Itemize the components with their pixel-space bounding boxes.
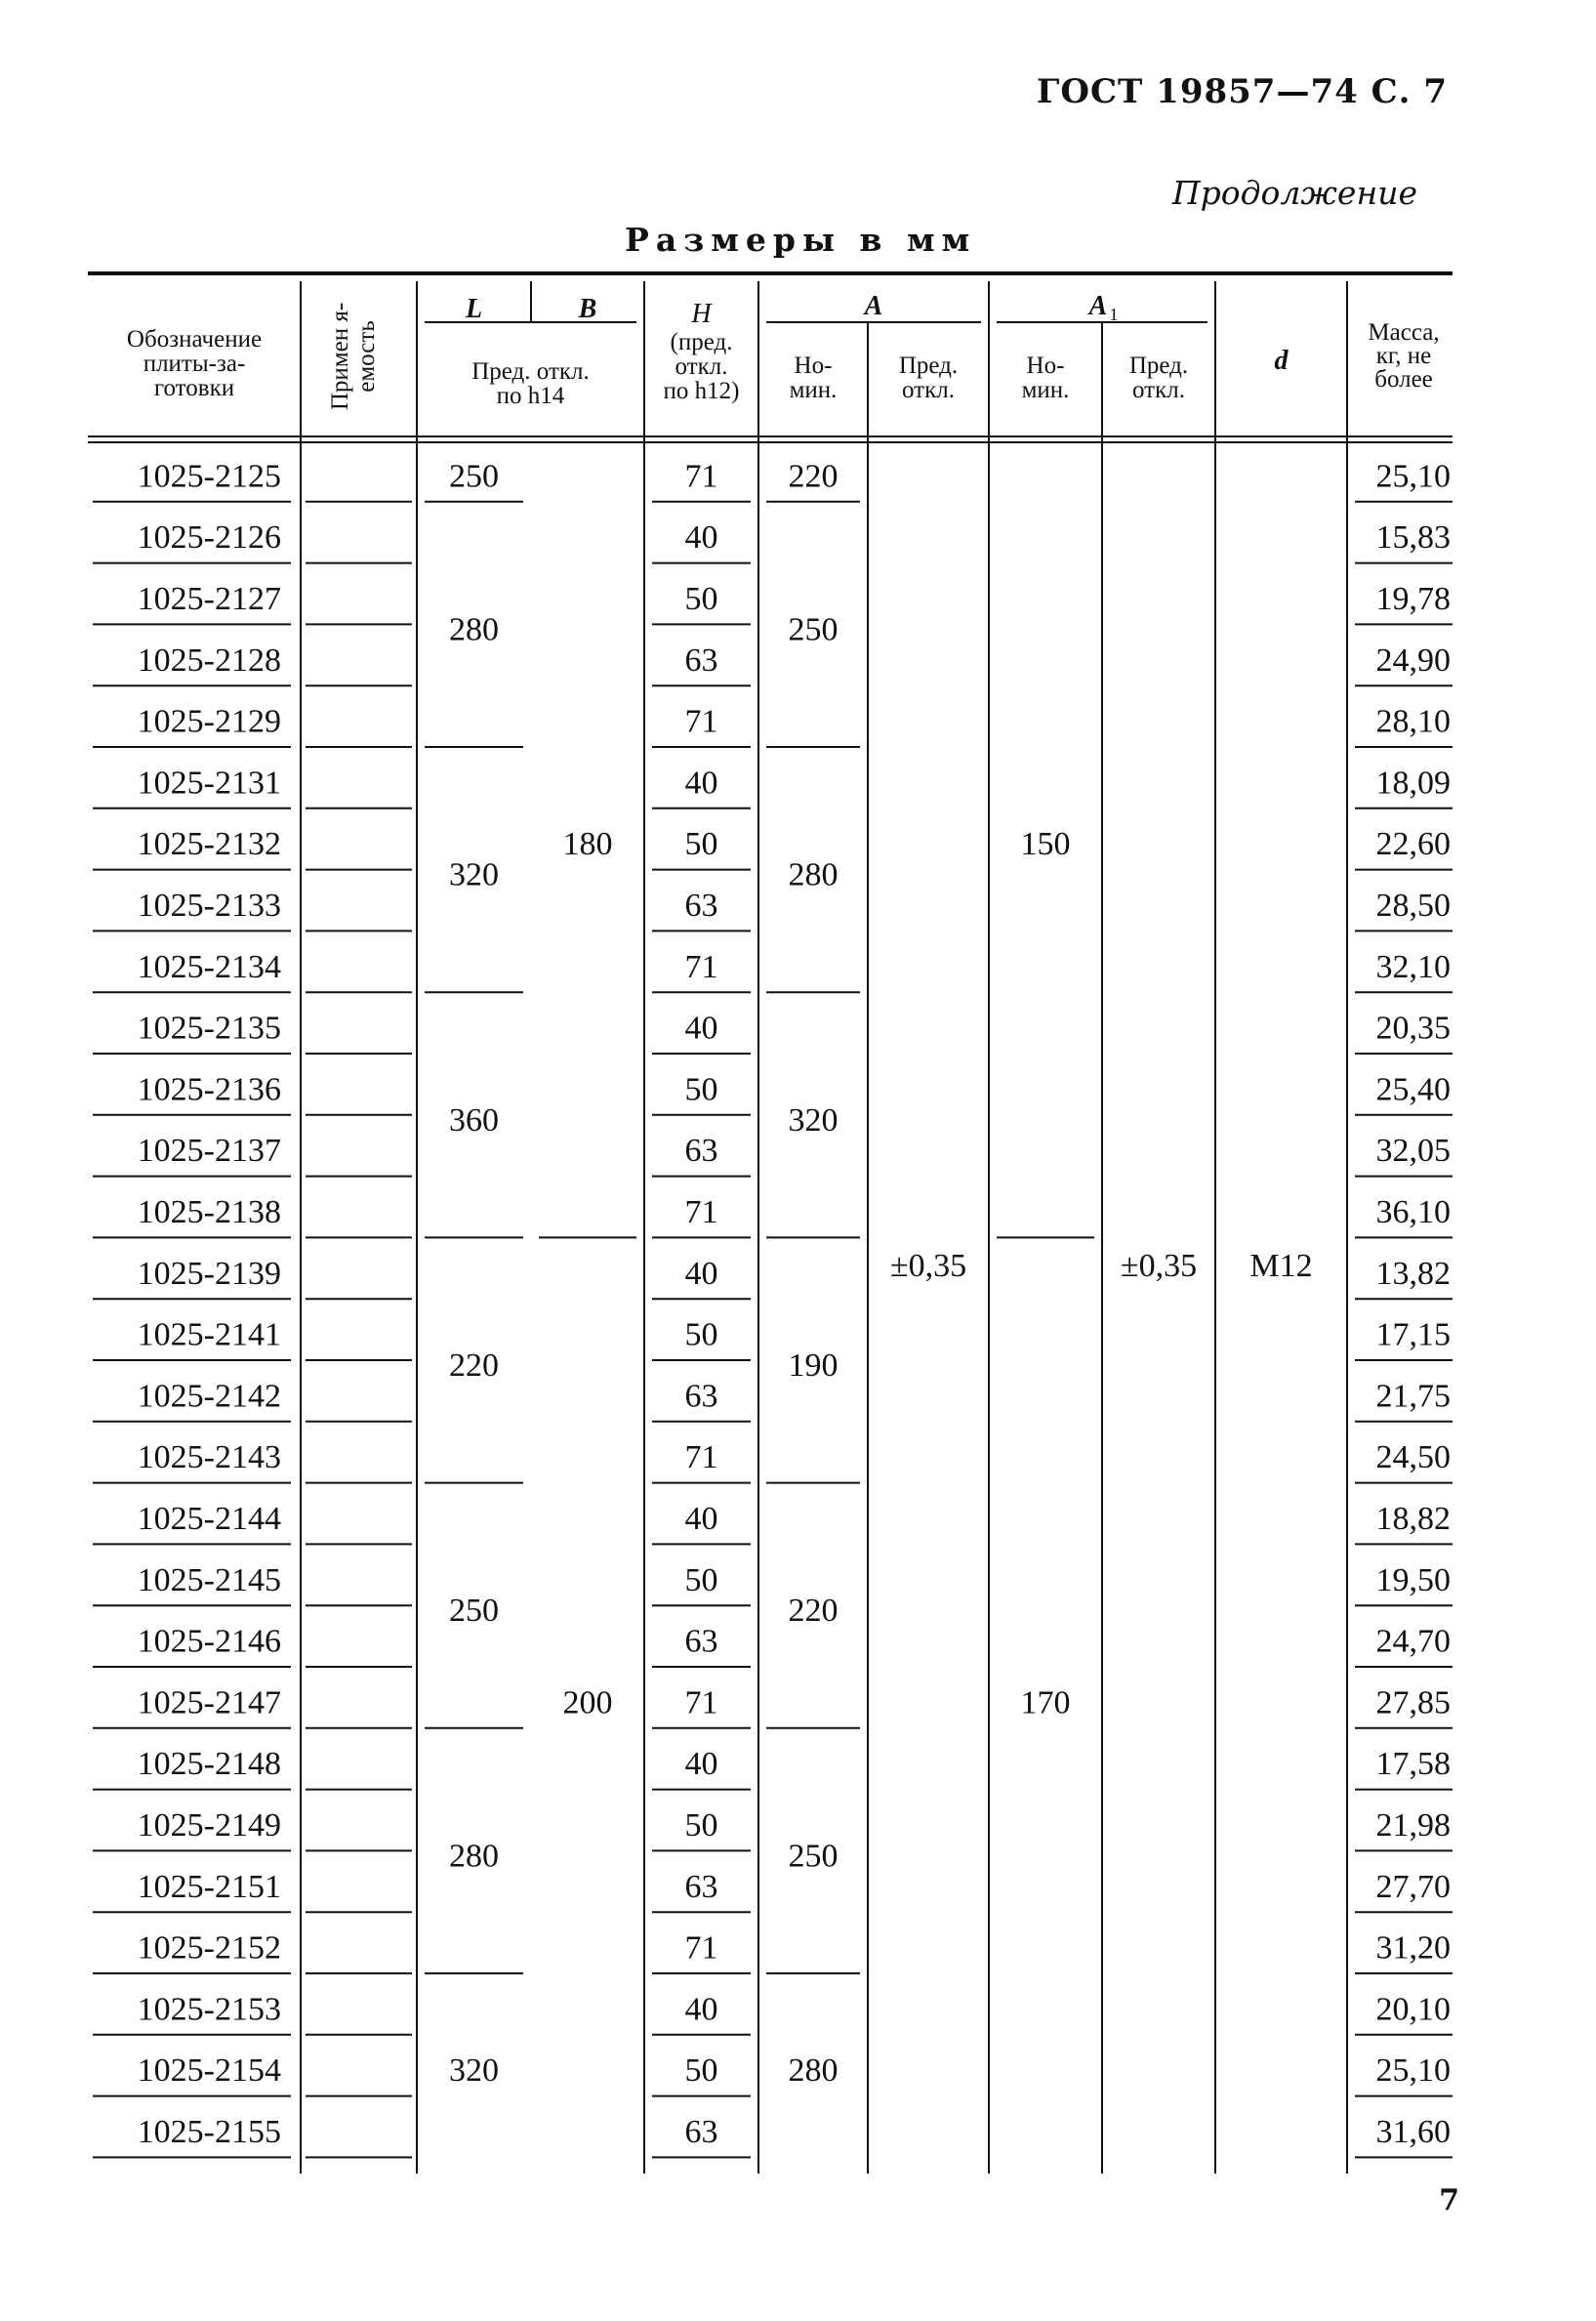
h-value-cell: 40 xyxy=(684,1991,718,2028)
mass-cell: 25,40 xyxy=(1375,1071,1451,1108)
h-value-cell: 71 xyxy=(684,1194,718,1230)
mass-cell: 19,78 xyxy=(1375,581,1451,617)
A1-tolerance-value: ±0,35 xyxy=(1120,1247,1198,1284)
col-header-A1: A xyxy=(1088,291,1108,321)
h-value-cell: 40 xyxy=(684,1255,718,1292)
h-value-cell: 63 xyxy=(684,1623,718,1660)
A-tolerance-value: ±0,35 xyxy=(889,1247,967,1284)
col-header-d: d xyxy=(1274,346,1289,376)
mass-cell: 32,05 xyxy=(1375,1133,1451,1170)
h-value-cell: 40 xyxy=(684,519,718,557)
mass-cell: 32,10 xyxy=(1375,948,1451,985)
h-value-cell: 71 xyxy=(684,458,718,495)
h-value-cell: 63 xyxy=(684,1133,718,1170)
mass-cell: 17,58 xyxy=(1375,1746,1451,1783)
d-value: M12 xyxy=(1249,1247,1313,1284)
col-header-A1-tolerance: откл. xyxy=(1132,377,1185,403)
L-value: 360 xyxy=(449,1101,499,1139)
h-value-cell: 71 xyxy=(684,1439,718,1476)
mass-cell: 20,35 xyxy=(1375,1010,1451,1047)
designation-cell: 1025-2152 xyxy=(137,1929,281,1967)
dimensions-note: Размеры в мм xyxy=(625,221,977,259)
h-value-cell: 50 xyxy=(684,581,718,617)
col-header-A-tolerance: откл. xyxy=(902,377,955,403)
B-value: 200 xyxy=(562,1684,613,1721)
mass-cell: 13,82 xyxy=(1375,1255,1451,1292)
col-header-A1-nominal: Но- xyxy=(1026,352,1065,379)
col-header-A1-tolerance: Пред. xyxy=(1128,352,1189,379)
A-value: 220 xyxy=(788,458,839,495)
mass-cell: 24,70 xyxy=(1375,1623,1451,1660)
h-value-cell: 50 xyxy=(684,1316,718,1353)
gost-header: ГОСТ 19857—74 С. 7 xyxy=(1036,72,1448,111)
designation-cell: 1025-2151 xyxy=(137,1868,281,1905)
designation-cell: 1025-2129 xyxy=(137,703,281,740)
h-value-cell: 71 xyxy=(684,703,718,740)
A1-value: 170 xyxy=(1020,1684,1071,1721)
mass-cell: 21,75 xyxy=(1375,1378,1451,1415)
mass-cell: 17,15 xyxy=(1375,1316,1451,1353)
designation-cell: 1025-2128 xyxy=(137,642,281,679)
col-header-L: L xyxy=(465,294,483,324)
designation-cell: 1025-2146 xyxy=(137,1623,281,1660)
A-value: 320 xyxy=(788,1101,839,1139)
col-header-A-nominal: мин. xyxy=(789,377,838,403)
mass-cell: 18,82 xyxy=(1375,1501,1451,1537)
L-value: 220 xyxy=(449,1347,499,1384)
h-value-cell: 40 xyxy=(684,1746,718,1783)
mass-cell: 24,50 xyxy=(1375,1439,1451,1476)
col-header-H: откл. xyxy=(675,353,728,380)
L-value: 320 xyxy=(449,856,499,893)
mass-cell: 28,50 xyxy=(1375,888,1451,924)
page-number: 7 xyxy=(1439,2183,1459,2217)
A1-value: 150 xyxy=(1020,826,1071,863)
h-value-cell: 50 xyxy=(684,1561,718,1598)
designation-cell: 1025-2147 xyxy=(137,1684,281,1721)
col-header-H: по h12) xyxy=(663,378,740,404)
designation-cell: 1025-2141 xyxy=(137,1316,281,1353)
continuation-label: Продолжение xyxy=(1171,174,1417,212)
L-value: 280 xyxy=(449,611,499,648)
mass-cell: 27,70 xyxy=(1375,1868,1451,1905)
mass-cell: 24,90 xyxy=(1375,642,1451,679)
mass-cell: 36,10 xyxy=(1375,1194,1451,1230)
h-value-cell: 63 xyxy=(684,1868,718,1905)
h-value-cell: 63 xyxy=(684,1378,718,1415)
col-header-A1-subscript: 1 xyxy=(1109,305,1119,324)
designation-cell: 1025-2127 xyxy=(137,581,281,617)
designation-cell: 1025-2155 xyxy=(137,2114,281,2150)
h-value-cell: 71 xyxy=(684,1684,718,1721)
designation-cell: 1025-2139 xyxy=(137,1255,281,1292)
designation-cell: 1025-2126 xyxy=(137,519,281,557)
mass-cell: 22,60 xyxy=(1375,826,1451,863)
designation-cell: 1025-2149 xyxy=(137,1807,281,1844)
L-value: 280 xyxy=(449,1838,499,1875)
h-value-cell: 40 xyxy=(684,1501,718,1537)
mass-cell: 18,09 xyxy=(1375,765,1451,802)
mass-cell: 15,83 xyxy=(1375,519,1451,557)
designation-cell: 1025-2132 xyxy=(137,826,281,863)
col-header-LB-tolerance: по h14 xyxy=(496,383,565,409)
designation-cell: 1025-2144 xyxy=(137,1501,281,1537)
designation-cell: 1025-2142 xyxy=(137,1378,281,1415)
mass-cell: 20,10 xyxy=(1375,1991,1451,2028)
h-value-cell: 40 xyxy=(684,1010,718,1047)
col-header-A-nominal: Но- xyxy=(794,352,833,379)
A-value: 280 xyxy=(788,2052,839,2090)
designation-cell: 1025-2135 xyxy=(137,1010,281,1047)
designation-cell: 1025-2125 xyxy=(137,458,281,495)
h-value-cell: 50 xyxy=(684,1807,718,1844)
dimensions-table xyxy=(88,269,1454,2177)
col-header-mass: Масса, xyxy=(1368,319,1440,346)
h-value-cell: 50 xyxy=(684,826,718,863)
mass-cell: 31,60 xyxy=(1375,2114,1451,2150)
col-header-H: (пред. xyxy=(670,329,733,355)
mass-cell: 19,50 xyxy=(1375,1561,1451,1598)
col-header-applicability: Примен я- xyxy=(327,302,353,411)
col-header-A: A xyxy=(864,291,883,321)
A-value: 220 xyxy=(788,1593,839,1630)
B-value: 180 xyxy=(562,826,613,863)
col-header-H: H xyxy=(691,299,712,329)
col-header-A-tolerance: Пред. xyxy=(898,352,959,379)
A-value: 190 xyxy=(788,1347,839,1384)
table-svg xyxy=(88,269,1454,2174)
designation-cell: 1025-2131 xyxy=(137,765,281,802)
A-value: 250 xyxy=(788,1838,839,1875)
mass-cell: 27,85 xyxy=(1375,1684,1451,1721)
col-header-A1-nominal: мин. xyxy=(1021,377,1070,403)
L-value: 250 xyxy=(449,458,499,495)
col-header-mass: кг, не xyxy=(1375,343,1432,369)
mass-cell: 28,10 xyxy=(1375,703,1451,740)
L-value: 320 xyxy=(449,2052,499,2090)
mass-cell: 25,10 xyxy=(1375,458,1451,495)
col-header-LB-tolerance: Пред. откл. xyxy=(471,358,590,385)
h-value-cell: 71 xyxy=(684,948,718,985)
designation-cell: 1025-2138 xyxy=(137,1194,281,1230)
col-header-mass: более xyxy=(1374,366,1433,393)
designation-cell: 1025-2137 xyxy=(137,1133,281,1170)
col-header-designation: готовки xyxy=(153,375,235,401)
designation-cell: 1025-2153 xyxy=(137,1991,281,2028)
col-header-B: B xyxy=(578,294,597,324)
designation-cell: 1025-2134 xyxy=(137,948,281,985)
A-value: 250 xyxy=(788,611,839,648)
designation-cell: 1025-2143 xyxy=(137,1439,281,1476)
col-header-designation: Обозначение xyxy=(126,326,263,352)
h-value-cell: 71 xyxy=(684,1929,718,1967)
col-header-applicability: емость xyxy=(353,320,380,393)
L-value: 250 xyxy=(449,1593,499,1630)
h-value-cell: 63 xyxy=(684,642,718,679)
designation-cell: 1025-2148 xyxy=(137,1746,281,1783)
h-value-cell: 63 xyxy=(684,888,718,924)
designation-cell: 1025-2136 xyxy=(137,1071,281,1108)
A-value: 280 xyxy=(788,856,839,893)
h-value-cell: 50 xyxy=(684,1071,718,1108)
mass-cell: 21,98 xyxy=(1375,1807,1451,1844)
h-value-cell: 50 xyxy=(684,2052,718,2090)
designation-cell: 1025-2154 xyxy=(137,2052,281,2090)
mass-cell: 31,20 xyxy=(1375,1929,1451,1967)
h-value-cell: 40 xyxy=(684,765,718,802)
designation-cell: 1025-2133 xyxy=(137,888,281,924)
designation-cell: 1025-2145 xyxy=(137,1561,281,1598)
mass-cell: 25,10 xyxy=(1375,2052,1451,2090)
col-header-designation: плиты-за- xyxy=(143,351,246,377)
h-value-cell: 63 xyxy=(684,2114,718,2150)
